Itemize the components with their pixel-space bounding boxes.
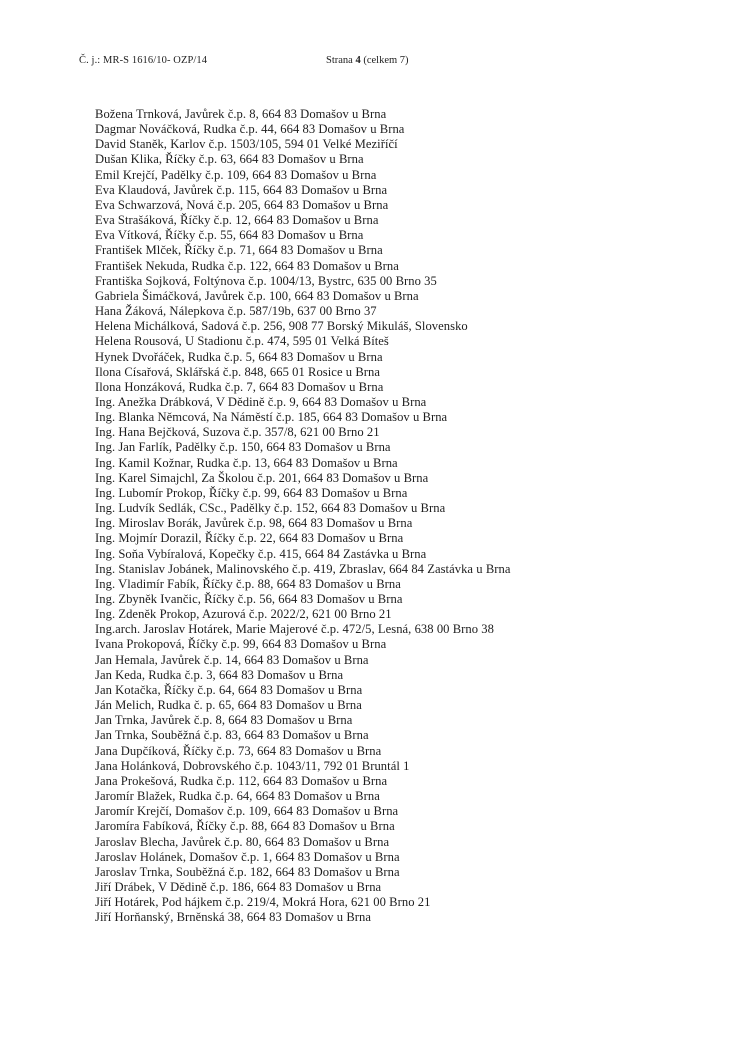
reference-number: Č. j.: MR-S 1616/10- OZP/14	[79, 55, 208, 66]
list-item: Ing. Anežka Drábková, V Dědině č.p. 9, 664 83 Domašov u Brna	[95, 394, 427, 409]
list-item: Jaromíra Fabíková, Říčky č.p. 88, 664 83 Domašov u Brna	[95, 819, 395, 834]
list-item: Jaroslav Holánek, Domašov č.p. 1, 664 83 Domašov u Brna	[95, 849, 400, 864]
list-item: Ilona Honzáková, Rudka č.p. 7, 664 83 Domašov u Brna	[95, 379, 384, 394]
list-item: Františka Sojková, Foltýnova č.p. 1004/13, Bystrc, 635 00 Brno 35	[95, 273, 437, 288]
list-item: Gabriela Šimáčková, Javůrek č.p. 100, 664 83 Domašov u Brna	[95, 288, 419, 303]
list-item: Hynek Dvořáček, Rudka č.p. 5, 664 83 Domašov u Brna	[95, 349, 383, 364]
list-item: Ing. Hana Bejčková, Suzova č.p. 357/8, 621 00 Brno 21	[95, 425, 380, 440]
list-item: Ing. Stanislav Jobánek, Malinovského č.p. 419, Zbraslav, 664 84 Zastávka u Brna	[95, 561, 511, 576]
list-item: Ivana Prokopová, Říčky č.p. 99, 664 83 Domašov u Brna	[95, 637, 387, 652]
list-item: Ing. Miroslav Borák, Javůrek č.p. 98, 664 83 Domašov u Brna	[95, 516, 413, 531]
list-item: Dušan Klika, Říčky č.p. 63, 664 83 Domašov u Brna	[95, 152, 364, 167]
list-item: Ing. Lubomír Prokop, Říčky č.p. 99, 664 83 Domašov u Brna	[95, 485, 408, 500]
list-item: Ján Melich, Rudka č. p. 65, 664 83 Domašov u Brna	[95, 698, 362, 713]
list-item: Jana Prokešová, Rudka č.p. 112, 664 83 Domašov u Brna	[95, 773, 388, 788]
list-item: Jan Trnka, Javůrek č.p. 8, 664 83 Domašov u Brna	[95, 713, 353, 728]
list-item: Jan Keda, Rudka č.p. 3, 664 83 Domašov u Brna	[95, 667, 344, 682]
list-item: Ing. Mojmír Dorazil, Říčky č.p. 22, 664 83 Domašov u Brna	[95, 531, 404, 546]
list-item: Ing. Karel Simajchl, Za Školou č.p. 201, 664 83 Domašov u Brna	[95, 470, 429, 485]
list-item: Jaromír Krejčí, Domašov č.p. 109, 664 83 Domašov u Brna	[95, 804, 399, 819]
page-indicator	[326, 55, 409, 66]
page-prefix: Strana	[326, 55, 356, 66]
list-item: Jaroslav Blecha, Javůrek č.p. 80, 664 83 Domašov u Brna	[95, 834, 390, 849]
list-item: Jaromír Blažek, Rudka č.p. 64, 664 83 Domašov u Brna	[95, 789, 380, 804]
list-item: František Mlček, Říčky č.p. 71, 664 83 Domašov u Brna	[95, 243, 383, 258]
list-item: Ing.arch. Jaroslav Hotárek, Marie Majerové č.p. 472/5, Lesná, 638 00 Brno 38	[95, 622, 494, 637]
list-item: Ing. Ludvík Sedlák, CSc., Padělky č.p. 152, 664 83 Domašov u Brna	[95, 501, 446, 516]
list-item: Jiří Horňanský, Brněnská 38, 664 83 Domašov u Brna	[95, 910, 372, 925]
list-item: Helena Michálková, Sadová č.p. 256, 908 77 Borský Mikuláš, Slovensko	[95, 319, 468, 334]
list-item: Jan Hemala, Javůrek č.p. 14, 664 83 Domašov u Brna	[95, 652, 369, 667]
recipient-list	[95, 107, 735, 925]
list-item: Jana Dupčíková, Říčky č.p. 73, 664 83 Domašov u Brna	[95, 743, 382, 758]
list-item: Emil Krejčí, Padělky č.p. 109, 664 83 Domašov u Brna	[95, 167, 377, 182]
list-item: František Nekuda, Rudka č.p. 122, 664 83 Domašov u Brna	[95, 258, 399, 273]
list-item: Eva Klaudová, Javůrek č.p. 115, 664 83 Domašov u Brna	[95, 182, 388, 197]
list-item: Ilona Císařová, Sklářská č.p. 848, 665 01 Rosice u Brna	[95, 364, 381, 379]
list-item: Ing. Blanka Němcová, Na Náměstí č.p. 185, 664 83 Domašov u Brna	[95, 410, 448, 425]
list-item: Dagmar Nováčková, Rudka č.p. 44, 664 83 Domašov u Brna	[95, 122, 405, 137]
list-item: Jaroslav Trnka, Souběžná č.p. 182, 664 83 Domašov u Brna	[95, 864, 400, 879]
list-item: Jan Kotačka, Říčky č.p. 64, 664 83 Domašov u Brna	[95, 682, 363, 697]
list-item: Ing. Jan Farlík, Padělky č.p. 150, 664 83 Domašov u Brna	[95, 440, 391, 455]
list-item: Jana Holánková, Dobrovského č.p. 1043/11, 792 01 Bruntál 1	[95, 758, 410, 773]
list-item: Ing. Vladimír Fabík, Říčky č.p. 88, 664 83 Domašov u Brna	[95, 576, 401, 591]
list-item: David Staněk, Karlov č.p. 1503/105, 594 01 Velké Meziříčí	[95, 137, 398, 152]
list-item: Hana Žáková, Nálepkova č.p. 587/19b, 637 00 Brno 37	[95, 304, 377, 319]
list-item: Ing. Kamil Kožnar, Rudka č.p. 13, 664 83 Domašov u Brna	[95, 455, 398, 470]
list-item: Jiří Hotárek, Pod hájkem č.p. 219/4, Mokrá Hora, 621 00 Brno 21	[95, 895, 431, 910]
list-item: Eva Vítková, Říčky č.p. 55, 664 83 Domašov u Brna	[95, 228, 364, 243]
page-number: 4	[355, 55, 361, 66]
list-item: Božena Trnková, Javůrek č.p. 8, 664 83 Domašov u Brna	[95, 107, 387, 121]
page-suffix: (celkem 7)	[360, 55, 409, 66]
list-item: Helena Rousová, U Stadionu č.p. 474, 595 01 Velká Bíteš	[95, 334, 389, 349]
list-item: Ing. Zbyněk Ivančic, Říčky č.p. 56, 664 83 Domašov u Brna	[95, 592, 403, 606]
list-item: Eva Strašáková, Říčky č.p. 12, 664 83 Domašov u Brna	[95, 213, 379, 228]
list-item: Eva Schwarzová, Nová č.p. 205, 664 83 Domašov u Brna	[95, 197, 389, 212]
list-item: Jiří Drábek, V Dědině č.p. 186, 664 83 Domašov u Brna	[95, 879, 382, 894]
list-item: Jan Trnka, Souběžná č.p. 83, 664 83 Domašov u Brna	[95, 728, 369, 743]
list-item: Ing. Soňa Vybíralová, Kopečky č.p. 415, 664 84 Zastávka u Brna	[95, 546, 427, 561]
list-item: Ing. Zdeněk Prokop, Azurová č.p. 2022/2, 621 00 Brno 21	[95, 607, 392, 622]
